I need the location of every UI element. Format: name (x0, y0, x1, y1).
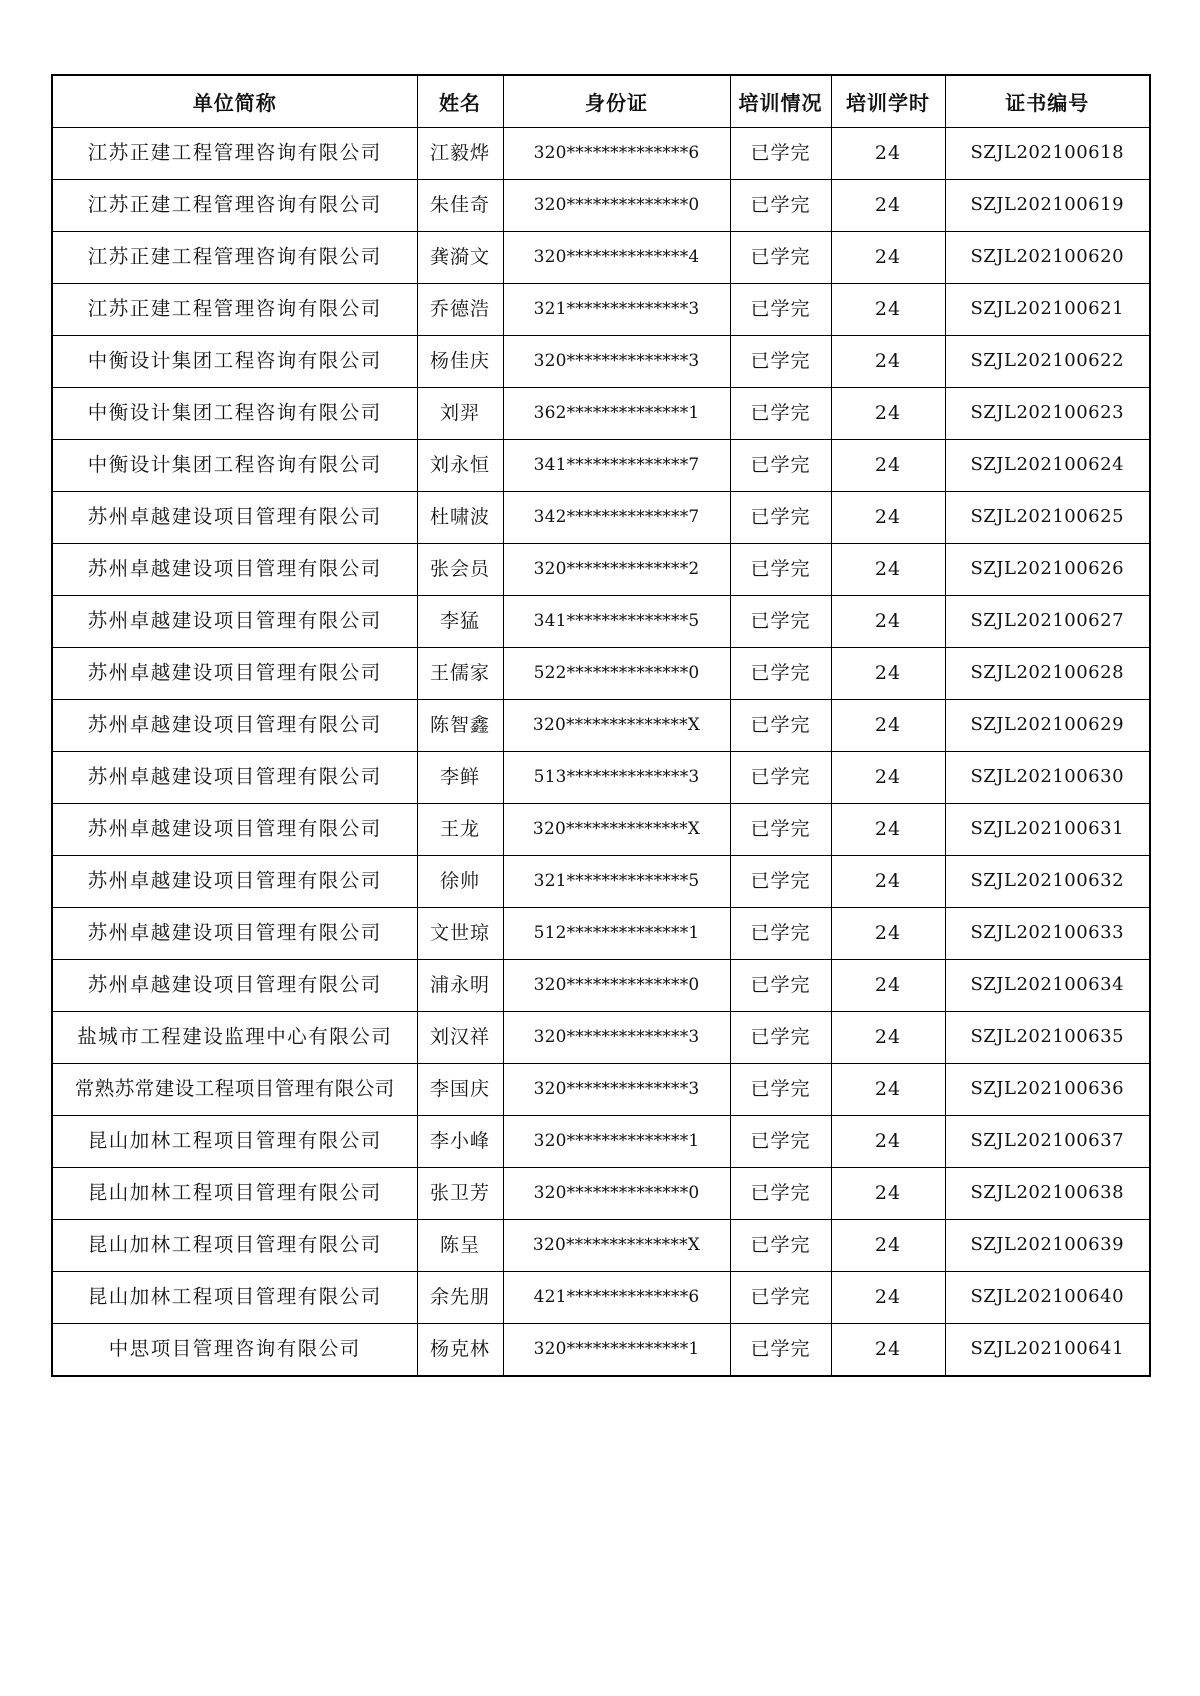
id-number-cell: 341**************5 (503, 596, 730, 648)
unit-cell: 江苏正建工程管理咨询有限公司 (52, 128, 417, 180)
training-status-cell: 已学完 (730, 1064, 831, 1116)
training-hours-cell: 24 (831, 1220, 945, 1272)
training-hours-cell: 24 (831, 492, 945, 544)
certificate-number-cell: SZJL202100618 (945, 128, 1150, 180)
training-status-cell: 已学完 (730, 492, 831, 544)
training-status-cell: 已学完 (730, 752, 831, 804)
name-cell: 李小峰 (417, 1116, 503, 1168)
training-roster-sheet (51, 74, 1149, 1377)
training-hours-cell: 24 (831, 1324, 945, 1377)
training-status-cell: 已学完 (730, 232, 831, 284)
training-status-cell: 已学完 (730, 908, 831, 960)
certificate-number-cell: SZJL202100628 (945, 648, 1150, 700)
id-number-cell: 362**************1 (503, 388, 730, 440)
name-cell: 王龙 (417, 804, 503, 856)
unit-cell: 常熟苏常建设工程项目管理有限公司 (52, 1064, 417, 1116)
id-number-cell: 320**************1 (503, 1116, 730, 1168)
name-cell: 王儒家 (417, 648, 503, 700)
training-status-cell: 已学完 (730, 804, 831, 856)
training-hours-cell: 24 (831, 1116, 945, 1168)
training-status-cell: 已学完 (730, 284, 831, 336)
name-cell: 江毅烨 (417, 128, 503, 180)
unit-cell: 中衡设计集团工程咨询有限公司 (52, 440, 417, 492)
id-number-cell: 342**************7 (503, 492, 730, 544)
certificate-number-cell: SZJL202100638 (945, 1168, 1150, 1220)
unit-cell: 苏州卓越建设项目管理有限公司 (52, 700, 417, 752)
table-row (52, 180, 1150, 232)
training-status-cell: 已学完 (730, 180, 831, 232)
training-hours-cell: 24 (831, 284, 945, 336)
certificate-number-cell: SZJL202100629 (945, 700, 1150, 752)
column-header-training-hours: 培训学时 (831, 75, 945, 128)
id-number-cell: 320**************3 (503, 1012, 730, 1064)
certificate-number-cell: SZJL202100624 (945, 440, 1150, 492)
table-row (52, 856, 1150, 908)
training-status-cell: 已学完 (730, 1220, 831, 1272)
certificate-number-cell: SZJL202100634 (945, 960, 1150, 1012)
training-hours-cell: 24 (831, 960, 945, 1012)
certificate-number-cell: SZJL202100626 (945, 544, 1150, 596)
certificate-number-cell: SZJL202100637 (945, 1116, 1150, 1168)
name-cell: 乔德浩 (417, 284, 503, 336)
unit-cell: 昆山加林工程项目管理有限公司 (52, 1220, 417, 1272)
certificate-number-cell: SZJL202100630 (945, 752, 1150, 804)
name-cell: 陈智鑫 (417, 700, 503, 752)
unit-cell: 苏州卓越建设项目管理有限公司 (52, 492, 417, 544)
unit-cell: 昆山加林工程项目管理有限公司 (52, 1168, 417, 1220)
unit-cell: 江苏正建工程管理咨询有限公司 (52, 180, 417, 232)
training-status-cell: 已学完 (730, 960, 831, 1012)
training-status-cell: 已学完 (730, 1324, 831, 1377)
training-hours-cell: 24 (831, 232, 945, 284)
table-header-row (52, 75, 1150, 128)
training-hours-cell: 24 (831, 1064, 945, 1116)
table-row (52, 388, 1150, 440)
name-cell: 李猛 (417, 596, 503, 648)
column-header-name: 姓名 (417, 75, 503, 128)
training-hours-cell: 24 (831, 1272, 945, 1324)
training-hours-cell: 24 (831, 544, 945, 596)
training-hours-cell: 24 (831, 1168, 945, 1220)
table-row (52, 804, 1150, 856)
certificate-number-cell: SZJL202100619 (945, 180, 1150, 232)
column-header-id-number: 身份证 (503, 75, 730, 128)
id-number-cell: 522**************0 (503, 648, 730, 700)
table-row (52, 1064, 1150, 1116)
training-status-cell: 已学完 (730, 700, 831, 752)
id-number-cell: 320**************3 (503, 336, 730, 388)
certificate-number-cell: SZJL202100625 (945, 492, 1150, 544)
table-row (52, 1272, 1150, 1324)
table-body (52, 128, 1150, 1377)
training-hours-cell: 24 (831, 128, 945, 180)
name-cell: 张会员 (417, 544, 503, 596)
training-hours-cell: 24 (831, 752, 945, 804)
table-row (52, 596, 1150, 648)
id-number-cell: 320**************2 (503, 544, 730, 596)
table-row (52, 648, 1150, 700)
unit-cell: 苏州卓越建设项目管理有限公司 (52, 544, 417, 596)
name-cell: 龚漪文 (417, 232, 503, 284)
name-cell: 浦永明 (417, 960, 503, 1012)
training-hours-cell: 24 (831, 908, 945, 960)
training-status-cell: 已学完 (730, 856, 831, 908)
training-hours-cell: 24 (831, 1012, 945, 1064)
table-row (52, 232, 1150, 284)
table-row (52, 492, 1150, 544)
unit-cell: 中思项目管理咨询有限公司 (52, 1324, 417, 1377)
unit-cell: 苏州卓越建设项目管理有限公司 (52, 908, 417, 960)
training-status-cell: 已学完 (730, 1116, 831, 1168)
table-row (52, 128, 1150, 180)
table-row (52, 336, 1150, 388)
name-cell: 杨克林 (417, 1324, 503, 1377)
certificate-number-cell: SZJL202100641 (945, 1324, 1150, 1377)
unit-cell: 中衡设计集团工程咨询有限公司 (52, 388, 417, 440)
name-cell: 刘永恒 (417, 440, 503, 492)
name-cell: 李鲜 (417, 752, 503, 804)
unit-cell: 昆山加林工程项目管理有限公司 (52, 1272, 417, 1324)
unit-cell: 苏州卓越建设项目管理有限公司 (52, 804, 417, 856)
unit-cell: 盐城市工程建设监理中心有限公司 (52, 1012, 417, 1064)
table-row (52, 1220, 1150, 1272)
name-cell: 陈呈 (417, 1220, 503, 1272)
id-number-cell: 513**************3 (503, 752, 730, 804)
training-status-cell: 已学完 (730, 648, 831, 700)
training-hours-cell: 24 (831, 648, 945, 700)
training-hours-cell: 24 (831, 440, 945, 492)
name-cell: 杨佳庆 (417, 336, 503, 388)
id-number-cell: 320**************X (503, 1220, 730, 1272)
certificate-number-cell: SZJL202100640 (945, 1272, 1150, 1324)
training-status-cell: 已学完 (730, 388, 831, 440)
unit-cell: 中衡设计集团工程咨询有限公司 (52, 336, 417, 388)
column-header-unit: 单位简称 (52, 75, 417, 128)
table-row (52, 1116, 1150, 1168)
column-header-training-status: 培训情况 (730, 75, 831, 128)
certificate-number-cell: SZJL202100633 (945, 908, 1150, 960)
training-status-cell: 已学完 (730, 544, 831, 596)
id-number-cell: 321**************3 (503, 284, 730, 336)
training-hours-cell: 24 (831, 700, 945, 752)
table-row (52, 440, 1150, 492)
training-hours-cell: 24 (831, 804, 945, 856)
table-row (52, 700, 1150, 752)
name-cell: 余先朋 (417, 1272, 503, 1324)
id-number-cell: 320**************0 (503, 180, 730, 232)
id-number-cell: 341**************7 (503, 440, 730, 492)
training-status-cell: 已学完 (730, 128, 831, 180)
id-number-cell: 320**************0 (503, 960, 730, 1012)
unit-cell: 江苏正建工程管理咨询有限公司 (52, 232, 417, 284)
name-cell: 文世琼 (417, 908, 503, 960)
id-number-cell: 320**************X (503, 700, 730, 752)
table-row (52, 1012, 1150, 1064)
table-row (52, 284, 1150, 336)
training-status-cell: 已学完 (730, 336, 831, 388)
certificate-number-cell: SZJL202100632 (945, 856, 1150, 908)
training-roster-table (51, 74, 1151, 1377)
training-status-cell: 已学完 (730, 1012, 831, 1064)
training-hours-cell: 24 (831, 856, 945, 908)
unit-cell: 江苏正建工程管理咨询有限公司 (52, 284, 417, 336)
id-number-cell: 320**************0 (503, 1168, 730, 1220)
training-hours-cell: 24 (831, 336, 945, 388)
training-status-cell: 已学完 (730, 1168, 831, 1220)
unit-cell: 苏州卓越建设项目管理有限公司 (52, 856, 417, 908)
unit-cell: 苏州卓越建设项目管理有限公司 (52, 648, 417, 700)
table-row (52, 1324, 1150, 1377)
id-number-cell: 421**************6 (503, 1272, 730, 1324)
certificate-number-cell: SZJL202100631 (945, 804, 1150, 856)
table-row (52, 544, 1150, 596)
id-number-cell: 320**************6 (503, 128, 730, 180)
training-hours-cell: 24 (831, 180, 945, 232)
unit-cell: 苏州卓越建设项目管理有限公司 (52, 752, 417, 804)
certificate-number-cell: SZJL202100627 (945, 596, 1150, 648)
training-status-cell: 已学完 (730, 596, 831, 648)
certificate-number-cell: SZJL202100622 (945, 336, 1150, 388)
training-hours-cell: 24 (831, 596, 945, 648)
table-row (52, 752, 1150, 804)
id-number-cell: 321**************5 (503, 856, 730, 908)
table-row (52, 1168, 1150, 1220)
name-cell: 朱佳奇 (417, 180, 503, 232)
certificate-number-cell: SZJL202100623 (945, 388, 1150, 440)
certificate-number-cell: SZJL202100639 (945, 1220, 1150, 1272)
certificate-number-cell: SZJL202100635 (945, 1012, 1150, 1064)
table-row (52, 908, 1150, 960)
unit-cell: 昆山加林工程项目管理有限公司 (52, 1116, 417, 1168)
training-status-cell: 已学完 (730, 1272, 831, 1324)
id-number-cell: 320**************1 (503, 1324, 730, 1377)
certificate-number-cell: SZJL202100620 (945, 232, 1150, 284)
id-number-cell: 512**************1 (503, 908, 730, 960)
unit-cell: 苏州卓越建设项目管理有限公司 (52, 960, 417, 1012)
training-status-cell: 已学完 (730, 440, 831, 492)
id-number-cell: 320**************4 (503, 232, 730, 284)
id-number-cell: 320**************X (503, 804, 730, 856)
id-number-cell: 320**************3 (503, 1064, 730, 1116)
name-cell: 刘汉祥 (417, 1012, 503, 1064)
name-cell: 杜啸波 (417, 492, 503, 544)
name-cell: 徐帅 (417, 856, 503, 908)
table-row (52, 960, 1150, 1012)
column-header-certificate-number: 证书编号 (945, 75, 1150, 128)
training-hours-cell: 24 (831, 388, 945, 440)
name-cell: 张卫芳 (417, 1168, 503, 1220)
name-cell: 李国庆 (417, 1064, 503, 1116)
unit-cell: 苏州卓越建设项目管理有限公司 (52, 596, 417, 648)
name-cell: 刘羿 (417, 388, 503, 440)
certificate-number-cell: SZJL202100621 (945, 284, 1150, 336)
certificate-number-cell: SZJL202100636 (945, 1064, 1150, 1116)
